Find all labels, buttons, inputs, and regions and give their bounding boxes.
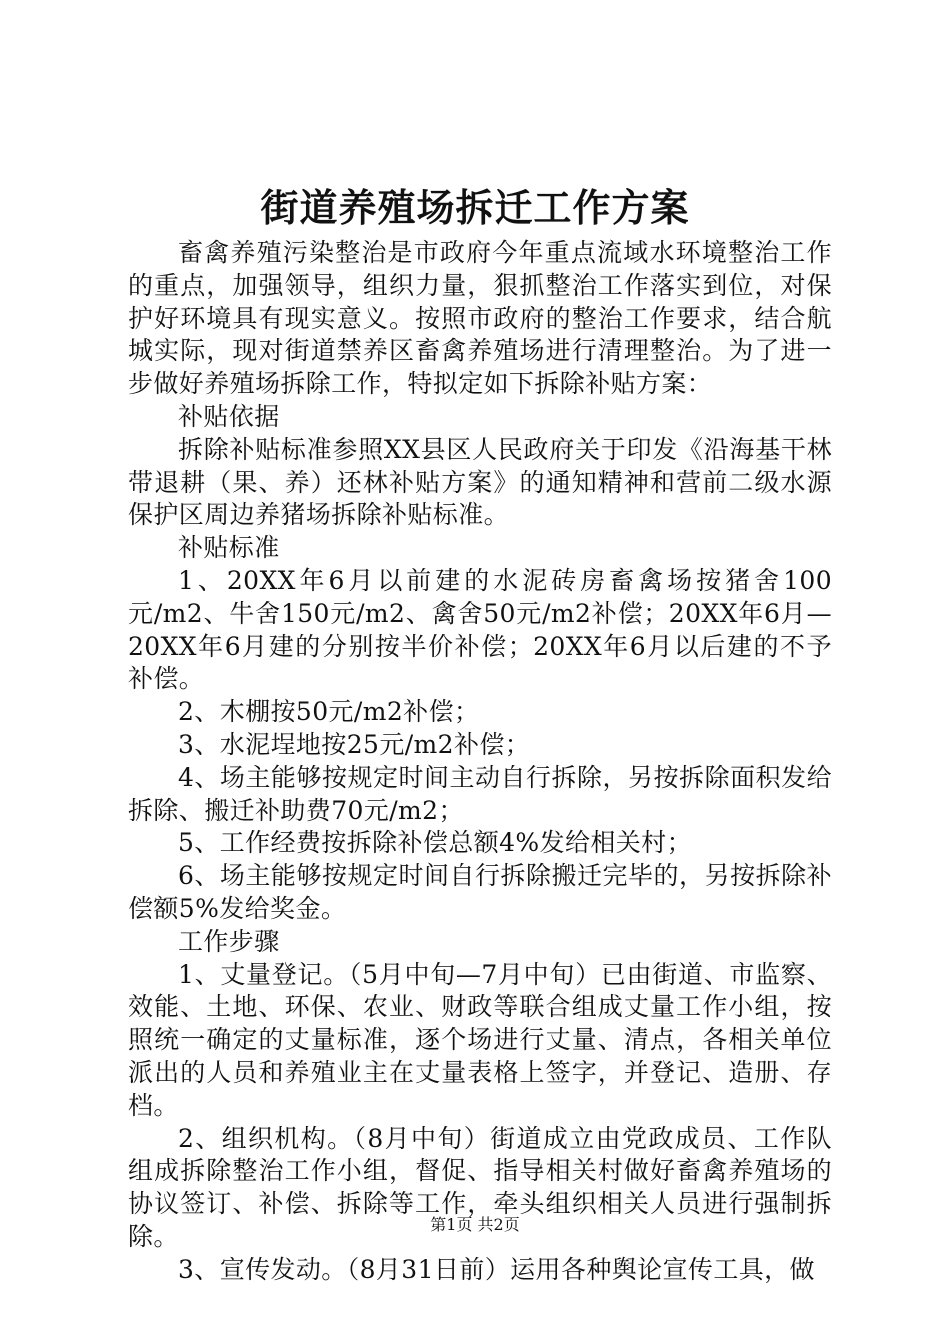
standard-item-5: 5、工作经费按拆除补偿总额4%发给相关村； [178, 828, 692, 858]
paragraph-basis: 拆除补贴标准参照XX县区人民政府关于印发《沿海基干林带退耕（果、养）还林补贴方案》的通知精神和营前二级水源保护区周边养猪场拆除补贴标准。 [128, 434, 832, 530]
section-heading-standard: 补贴标准 [178, 533, 280, 563]
standard-item-6: 6、场主能够按规定时间自行拆除搬迁完毕的，另按拆除补偿额5%发给奖金。 [128, 861, 832, 923]
standard-item-4: 4、场主能够按规定时间主动自行拆除，另按拆除面积发给拆除、搬迁补助费70元/m2； [128, 762, 832, 825]
document-title: 街道养殖场拆迁工作方案 [260, 185, 690, 230]
standard-item-1: 1、20XX年6月以前建的水泥砖房畜禽场按猪舍100元/m2、牛舍150元/m2、禽舍50元/m2补偿；20XX年6月—20XX年6月建的分别按半价补偿；20XX年6月以后建的不予补偿。 [128, 565, 833, 694]
step-item-2: 2、组织机构。（8月中旬）街道成立由党政成员、工作队组成拆除整治工作小组，督促、指导相关村做好畜禽养殖场的协议签订、补偿、拆除等工作，牵头组织相关人员进行强制拆除。 [128, 1123, 832, 1251]
standard-item-2: 2、木棚按50元/m2补偿； [178, 697, 480, 727]
step-item-1: 1、丈量登记。（5月中旬—7月中旬）已由街道、市监察、效能、土地、环保、农业、财政等联合组成丈量工作小组，按照统一确定的丈量标准，逐个场进行丈量、清点，各相关单位派出的人员和养殖业主在丈量表格上签字，并登记、造册、存档。 [128, 959, 832, 1120]
document-body [128, 237, 832, 1287]
step-item-3: 3、宣传发动。（8月31日前）运用各种舆论宣传工具，做 [178, 1254, 815, 1284]
paragraph-intro: 畜禽养殖污染整治是市政府今年重点流域水环境整治工作的重点，加强领导，组织力量，狠抓整治工作落实到位，对保护好环境具有现实意义。按照市政府的整治工作要求，结合航城实际，现对街道禁养区畜禽养殖场进行清理整治。为了进一步做好养殖场拆除工作，特拟定如下拆除补贴方案： [128, 238, 832, 399]
section-heading-basis: 补贴依据 [178, 401, 280, 431]
section-heading-steps: 工作步骤 [178, 926, 280, 956]
page-footer: 第1页 共2页 [430, 1215, 520, 1234]
standard-item-3: 3、水泥埕地按25元/m2补偿； [178, 729, 531, 759]
